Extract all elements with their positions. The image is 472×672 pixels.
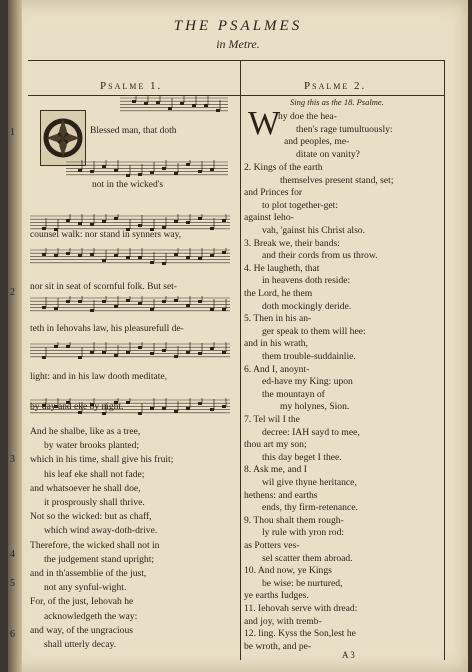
verse-line: and in his wrath, xyxy=(244,338,308,350)
verse-line: against Ieho- xyxy=(244,212,294,224)
verse-line: in heavens doth reside: xyxy=(262,275,351,287)
verse-line: 10. And now, ye Kings xyxy=(244,565,332,577)
verse-line: 4. He laugheth, that xyxy=(244,262,320,274)
verse-number: 2 xyxy=(10,287,15,298)
verse-line: be wroth, and pe- xyxy=(244,640,312,652)
header-rule xyxy=(28,60,444,61)
verse-line: 8. Ask me, and I xyxy=(244,464,307,476)
verse-line: For, of the just, Iehovah he xyxy=(30,596,134,608)
verse-line: 12. ling. Kyss the Son,lest he xyxy=(244,628,356,640)
verse-line: ed-have my King: upon xyxy=(262,376,353,388)
verse-line: to plot together-get: xyxy=(262,199,339,211)
verse-line: ly rule with yron rod: xyxy=(262,527,345,539)
music-staff xyxy=(30,214,230,230)
verse-line: be wise: be nurtured, xyxy=(262,577,343,589)
verse-line: shall utterly decay. xyxy=(44,639,117,650)
lyric-line: nor sit in seat of scornful folk. But set- xyxy=(30,282,177,292)
page-gutter xyxy=(8,0,22,672)
verse-line: ger speak to them will hee: xyxy=(262,325,366,337)
lyric-line: counsel walk: nor stand in synners way, xyxy=(30,230,182,240)
music-staff xyxy=(66,160,228,176)
lyric-line: Blessed man, that doth xyxy=(90,126,177,136)
verse-line: the mountayn of xyxy=(262,388,325,400)
verse-line: and in th'assemblie of the just, xyxy=(30,568,147,579)
verse-line: as Potters ves- xyxy=(244,540,300,551)
verse-line: 3. Break we, their bands: xyxy=(244,237,340,249)
verse-line: and whatsoever he shall doe, xyxy=(30,482,141,494)
verse-line: the judgement stand upright; xyxy=(44,553,155,565)
verse-line: which wind away-doth-drive. xyxy=(44,525,158,537)
verse-number: 4 xyxy=(10,549,15,560)
verse-line: 6. And I, anoynt- xyxy=(244,363,310,375)
verse-line: then's rage tumultuously: xyxy=(296,123,393,135)
column-divider xyxy=(240,60,241,660)
running-title: THE PSALMES xyxy=(173,18,303,34)
psalm-2-title-rule xyxy=(240,95,444,96)
verse-line: decree: IAH sayd to mee, xyxy=(262,426,360,438)
verse-number: 6 xyxy=(10,629,15,640)
verse-number: 3 xyxy=(10,454,15,465)
verse-line: and peoples, me- xyxy=(284,136,350,147)
verse-line: 7. Tel wil I the xyxy=(244,414,300,425)
verse-line: themselves present stand, set; xyxy=(280,174,394,186)
verse-line: and their cords from us throw. xyxy=(262,250,378,262)
verse-line: my holynes, Sion. xyxy=(280,401,350,413)
verse-line: acknowledgeth the way: xyxy=(44,610,138,622)
lyric-line: teth in Iehovahs law, his pleasurefull de- xyxy=(30,324,184,334)
music-staff xyxy=(30,248,230,264)
verse-line: hethens: and earths xyxy=(244,489,318,501)
running-subtitle: in Metre. xyxy=(216,37,260,51)
verse-line: the Lord, he them xyxy=(244,288,313,299)
verse-number: 1 xyxy=(10,127,15,138)
verse-line: and Princes for xyxy=(244,187,303,199)
verse-line: And he shalbe, like as a tree, xyxy=(30,426,141,437)
verse-line: and way, of the ungracious xyxy=(30,624,134,636)
music-staff xyxy=(30,342,230,358)
book-page xyxy=(8,0,468,672)
lyric-line: light: and in his law dooth meditate, xyxy=(30,372,167,382)
verse-number: 5 xyxy=(10,578,15,589)
verse-line: his leaf eke shall not fade; xyxy=(44,468,145,480)
verse-line: this day beget I thee. xyxy=(262,451,342,463)
psalm-1-title: Psalme 1. xyxy=(100,80,163,92)
lyric-line: by day and eke by night. xyxy=(30,402,124,412)
verse-line: 2. Kings of the earth xyxy=(244,162,323,173)
verse-line: thou art my son; xyxy=(244,439,307,451)
verse-line: by water brooks planted; xyxy=(44,440,140,452)
verse-line: vah, 'gainst his Christ also. xyxy=(262,225,365,236)
signature-mark: A 3 xyxy=(342,650,355,660)
verse-line: it prosprously shall thrive. xyxy=(44,497,145,508)
verse-line: 11. Iehovah serve with dread: xyxy=(244,603,358,614)
drop-capital: W xyxy=(248,105,281,142)
psalm-2-title: Psalme 2. xyxy=(304,80,367,92)
verse-line: which in his time, shall give his fruit; xyxy=(30,454,174,466)
verse-line: ends, thy firm-retenance. xyxy=(262,502,358,514)
verse-line: hy doe the hea- xyxy=(278,111,337,122)
tune-instruction: Sing this as the 18. Psalme. xyxy=(290,97,384,107)
verse-line: sel scatter them abroad. xyxy=(262,552,353,564)
verse-line: 5. Then in his an- xyxy=(244,313,312,325)
verse-line: wil give thyne heritance, xyxy=(262,477,357,488)
verse-line: doth mockingly deride. xyxy=(262,300,352,312)
decorated-initial-o xyxy=(40,110,86,166)
verse-line: 9. Thou shalt them rough- xyxy=(244,514,344,526)
verse-line: ditate on vanity? xyxy=(296,148,360,160)
verse-line: Therefore, the wicked shall not in xyxy=(30,539,160,551)
verse-line: and joy, with tremb- xyxy=(244,615,322,627)
verse-line: them trouble-suddainlie. xyxy=(262,351,356,362)
lyric-line: not in the wicked's xyxy=(92,180,164,190)
music-staff xyxy=(120,96,228,112)
verse-line: not any synful-wight. xyxy=(44,582,127,594)
music-staff xyxy=(30,296,230,312)
verse-line: Not so the wicked: but as chaff, xyxy=(30,511,152,523)
right-border xyxy=(444,60,445,660)
verse-line: ye earths Iudges. xyxy=(244,590,309,602)
